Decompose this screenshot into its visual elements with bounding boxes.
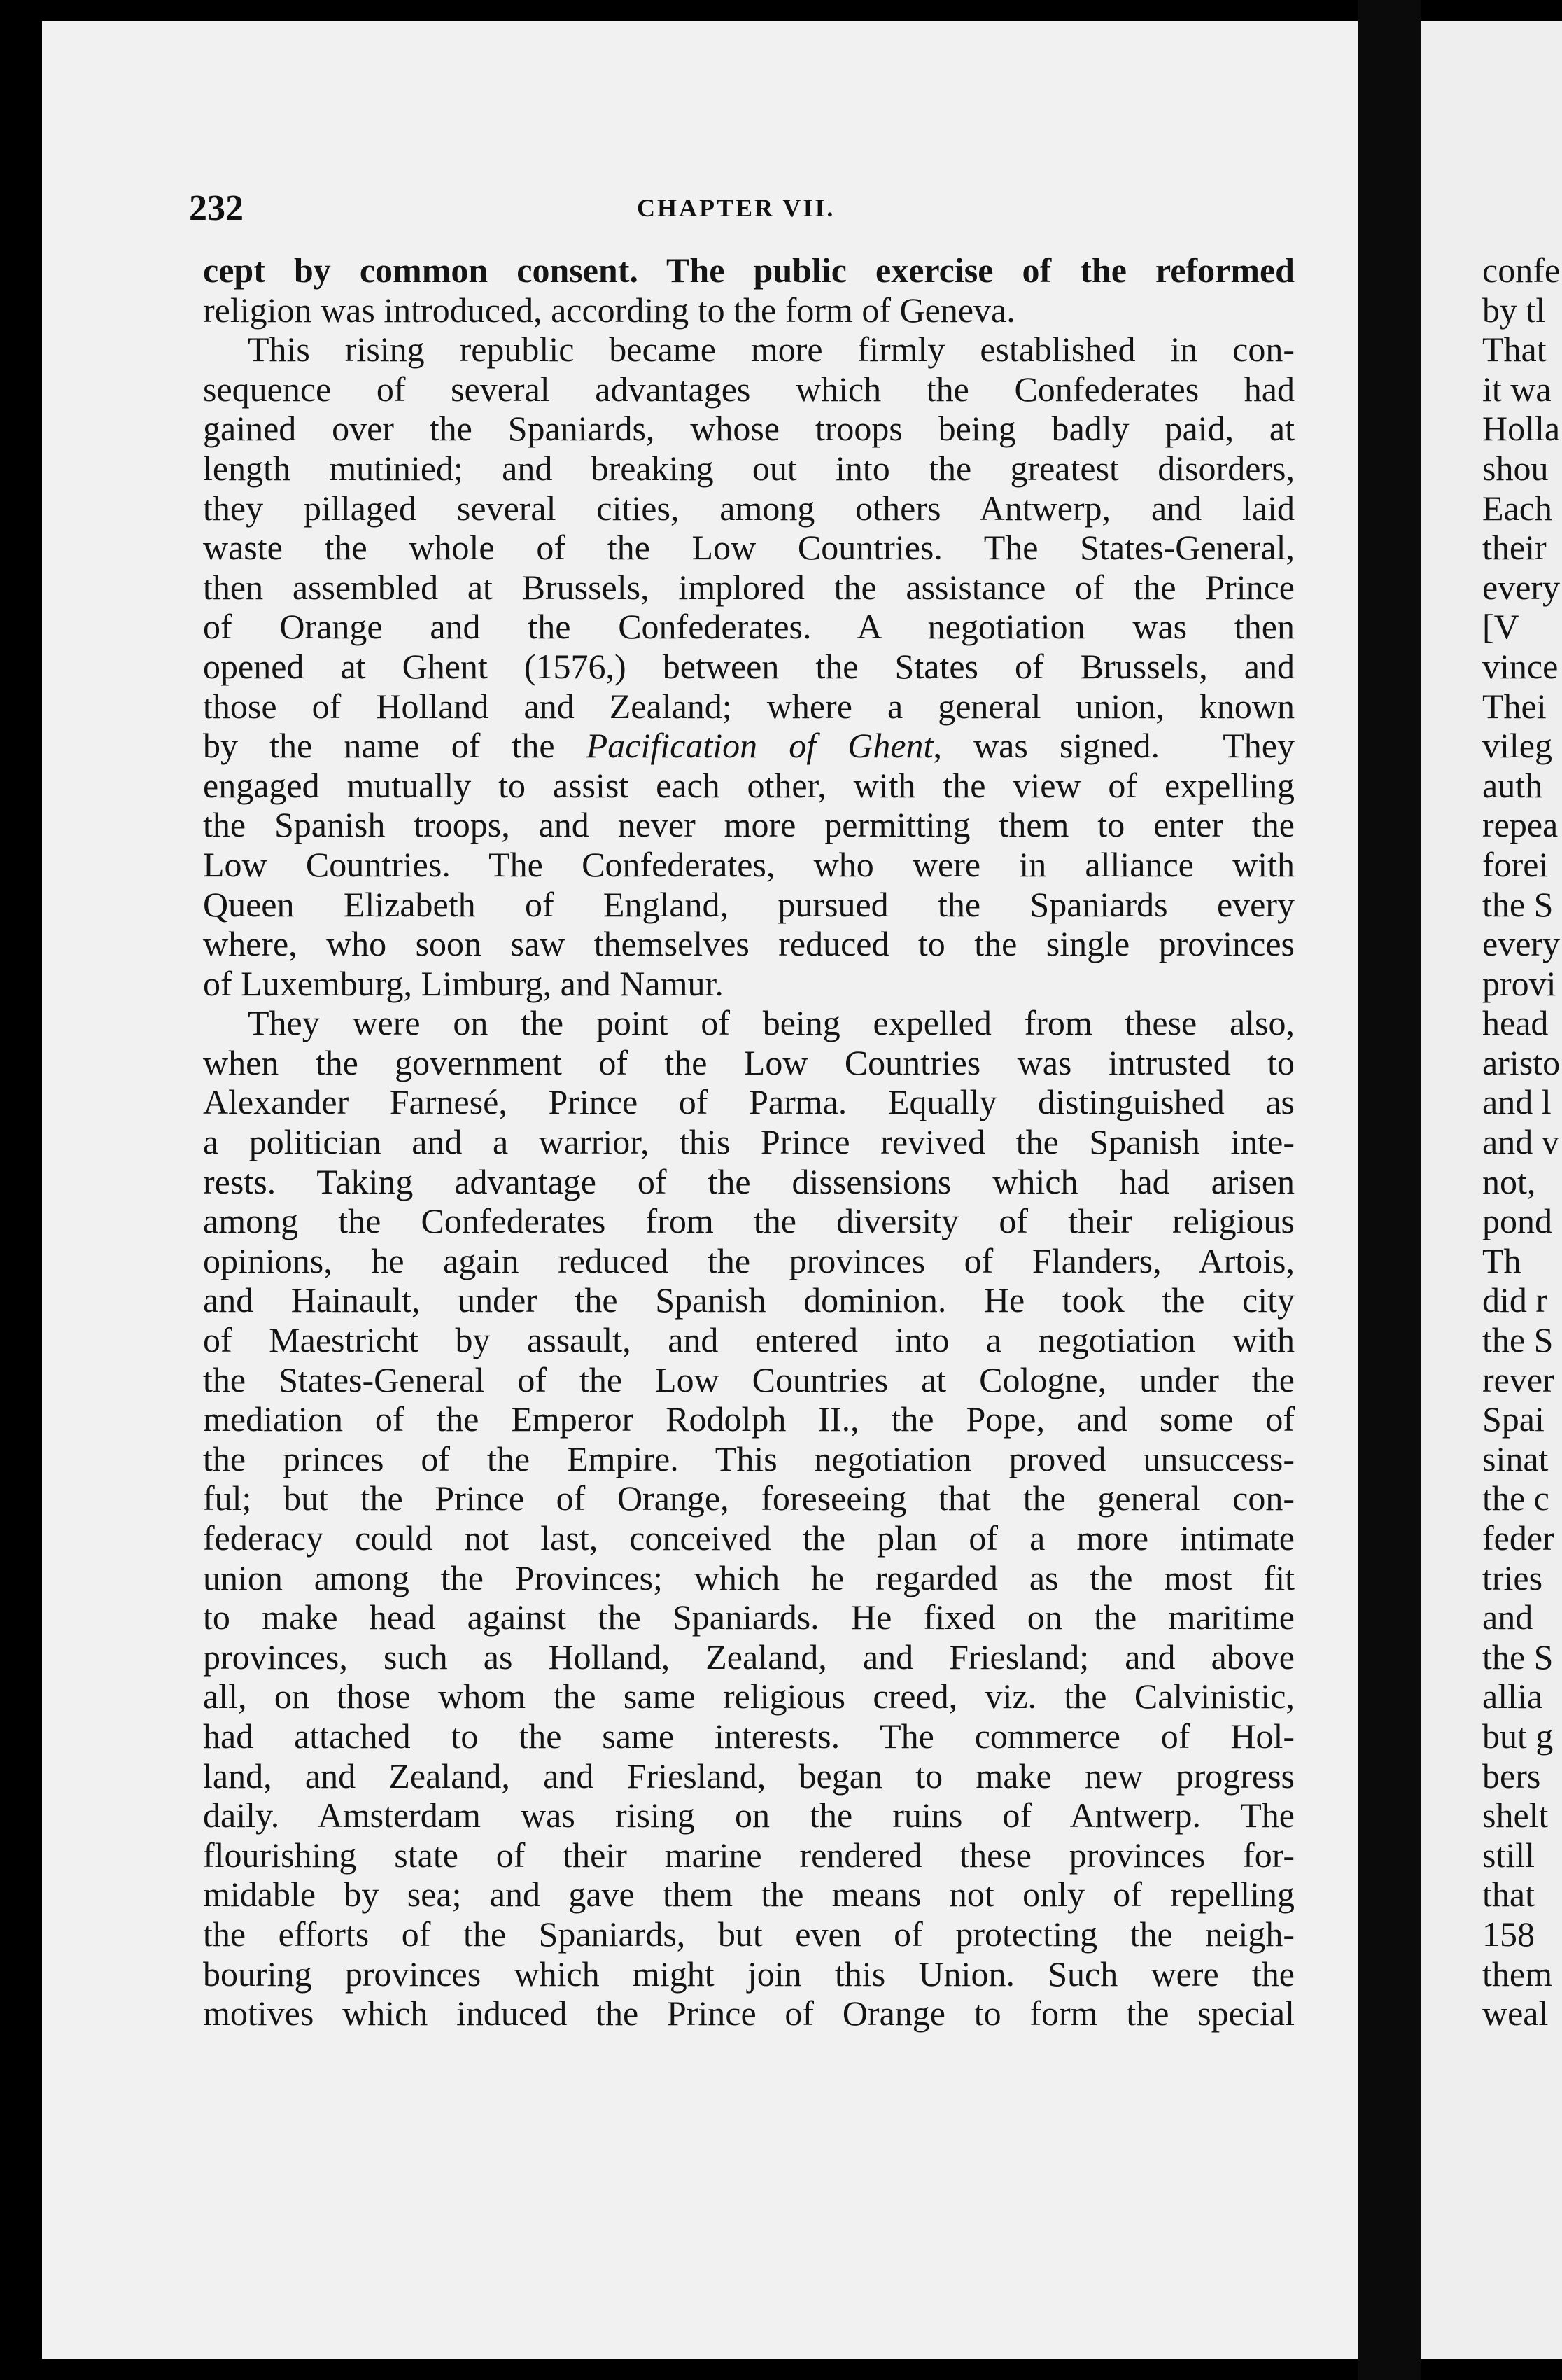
text-line: midable by sea; and gave them the means not only of repelling — [203, 1875, 1295, 1914]
text-line: 158 — [1482, 1914, 1535, 1954]
text-line: sinat — [1482, 1438, 1549, 1478]
text-line: They were on the point of being expelled from these also, — [248, 1003, 1295, 1043]
text-line: the S — [1482, 884, 1554, 924]
text-line: bers — [1482, 1756, 1541, 1795]
text-line: they pillaged several cities, among others Antwerp, and laid — [203, 488, 1295, 528]
text-line: Alexander Farnesé, Prince of Parma. Equally distinguished as — [203, 1082, 1295, 1122]
text-line: them — [1482, 1954, 1552, 1994]
text-line: the States-General of the Low Countries at Cologne, under the — [203, 1359, 1295, 1399]
text-line: feder — [1482, 1518, 1554, 1558]
text-line: all, on those whom the same religious creed, viz. the Calvinistic, — [203, 1676, 1295, 1716]
text-line: ful; but the Prince of Orange, foreseeing that the general con- — [203, 1478, 1295, 1518]
right-page-text — [1482, 251, 1562, 2033]
text-line: allia — [1482, 1676, 1543, 1716]
text-line: Each — [1482, 488, 1552, 528]
text-line: sequence of several advantages which the Confederates had — [203, 369, 1295, 409]
page-number: 232 — [189, 188, 244, 228]
text-line: [V — [1482, 607, 1519, 647]
book-gutter — [1358, 0, 1421, 2380]
text-line: confe — [1482, 251, 1561, 290]
text-line: the c — [1482, 1478, 1549, 1518]
text-line: Queen Elizabeth of England, pursued the Spaniards every — [203, 884, 1295, 924]
text-line: tries — [1482, 1558, 1543, 1597]
text-line: when the government of the Low Countries was intrusted to — [203, 1042, 1295, 1082]
text-line: did r — [1482, 1280, 1548, 1320]
text-line: vince — [1482, 646, 1559, 686]
text-line: shelt — [1482, 1795, 1549, 1835]
text-line: where, who soon saw themselves reduced to the single provinces — [203, 924, 1295, 964]
text-line: to make head against the Spaniards. He fixed on the maritime — [203, 1597, 1295, 1637]
text-line: repea — [1482, 805, 1559, 845]
text-line: and Hainault, under the Spanish dominion. He took the city — [203, 1280, 1295, 1320]
text-line: forei — [1482, 844, 1549, 884]
text-line: that — [1482, 1875, 1535, 1914]
text-line: mediation of the Emperor Rodolph II., the Pope, and some of — [203, 1399, 1295, 1439]
text-line: rever — [1482, 1359, 1554, 1399]
text-line: every — [1482, 924, 1561, 964]
text-line: provinces, such as Holland, Zealand, and Friesland; and above — [203, 1637, 1295, 1676]
text-line: every — [1482, 567, 1561, 607]
text-line: not, — [1482, 1161, 1536, 1201]
text-line: had attached to the same interests. The commerce of Hol- — [203, 1716, 1295, 1756]
text-line: the efforts of the Spaniards, but even of protecting the neigh- — [203, 1914, 1295, 1954]
text-line: Th — [1482, 1240, 1521, 1280]
text-line: weal — [1482, 1994, 1549, 2033]
chapter-title: CHAPTER VII. — [637, 194, 836, 222]
text-line: Holla — [1482, 409, 1561, 449]
text-line: daily. Amsterdam was rising on the ruins of Antwerp. The — [203, 1795, 1295, 1835]
text-line: still — [1482, 1835, 1535, 1875]
text-line: pond — [1482, 1201, 1552, 1241]
text-line: those of Holland and Zealand; where a general union, known — [203, 686, 1295, 726]
text-line: religion was introduced, according to the form of Geneva. — [203, 290, 1015, 330]
text-line: a politician and a warrior, this Prince revived the Spanish inte- — [203, 1122, 1295, 1162]
text-line: it wa — [1482, 369, 1552, 409]
text-line: cept by common consent. The public exercise of the reformed — [203, 251, 1295, 290]
italic-phrase: Pacification of Ghent — [586, 726, 934, 766]
text-line: This rising republic became more firmly established in con- — [248, 330, 1295, 370]
text-line: and — [1482, 1597, 1533, 1637]
text-line: That — [1482, 330, 1547, 370]
text-line: and l — [1482, 1082, 1552, 1122]
text-line: of Maestricht by assault, and entered into a negotiation with — [203, 1320, 1295, 1360]
text-line: the S — [1482, 1637, 1554, 1676]
text-line: shou — [1482, 448, 1549, 488]
text-line: of Luxemburg, Limburg, and Namur. — [203, 963, 724, 1003]
text-line: of Orange and the Confederates. A negotiation was then — [203, 607, 1295, 647]
text-line: the S — [1482, 1320, 1554, 1360]
text-line: Spai — [1482, 1399, 1545, 1439]
text-line: then assembled at Brussels, implored the assistance of the Prince — [203, 567, 1295, 607]
text-line: vileg — [1482, 726, 1552, 766]
text-line: by the name of the Pacification of Ghent, was signed. They — [203, 726, 1295, 766]
text-line: among the Confederates from the diversity of their religious — [203, 1201, 1295, 1241]
text-line: bouring provinces which might join this Union. Such were the — [203, 1954, 1295, 1994]
running-head — [189, 188, 1302, 230]
text-line: motives which induced the Prince of Orange to form the special — [203, 1994, 1295, 2033]
text-line: engaged mutually to assist each other, with the view of expelling — [203, 765, 1295, 805]
text-line: length mutinied; and breaking out into the greatest disorders, — [203, 448, 1295, 488]
text-line: aristo — [1482, 1042, 1561, 1082]
text-line: waste the whole of the Low Countries. The States-General, — [203, 528, 1295, 568]
text-line: the princes of the Empire. This negotiation proved unsuccess- — [203, 1438, 1295, 1478]
text-line: opinions, he again reduced the provinces of Flanders, Artois, — [203, 1240, 1295, 1280]
text-line: Low Countries. The Confederates, who were in alliance with — [203, 844, 1295, 884]
text-line: by tl — [1482, 290, 1546, 330]
body-text — [203, 251, 1295, 2033]
text-line: head — [1482, 1003, 1549, 1043]
text-line: but g — [1482, 1716, 1554, 1756]
text-line: auth — [1482, 765, 1543, 805]
text-line: land, and Zealand, and Friesland, began to make new progress — [203, 1756, 1295, 1795]
text-line: their — [1482, 528, 1547, 568]
text-line: Thei — [1482, 686, 1547, 726]
text-line: rests. Taking advantage of the dissensions which had arisen — [203, 1161, 1295, 1201]
text-line: opened at Ghent (1576,) between the States of Brussels, and — [203, 646, 1295, 686]
text-line: gained over the Spaniards, whose troops being badly paid, at — [203, 409, 1295, 449]
text-line: provi — [1482, 963, 1556, 1003]
text-line: union among the Provinces; which he regarded as the most fit — [203, 1558, 1295, 1597]
text-line: the Spanish troops, and never more permitting them to enter the — [203, 805, 1295, 845]
text-line: and v — [1482, 1122, 1559, 1162]
text-line: flourishing state of their marine rendered these provinces for- — [203, 1835, 1295, 1875]
text-line: federacy could not last, conceived the plan of a more intimate — [203, 1518, 1295, 1558]
